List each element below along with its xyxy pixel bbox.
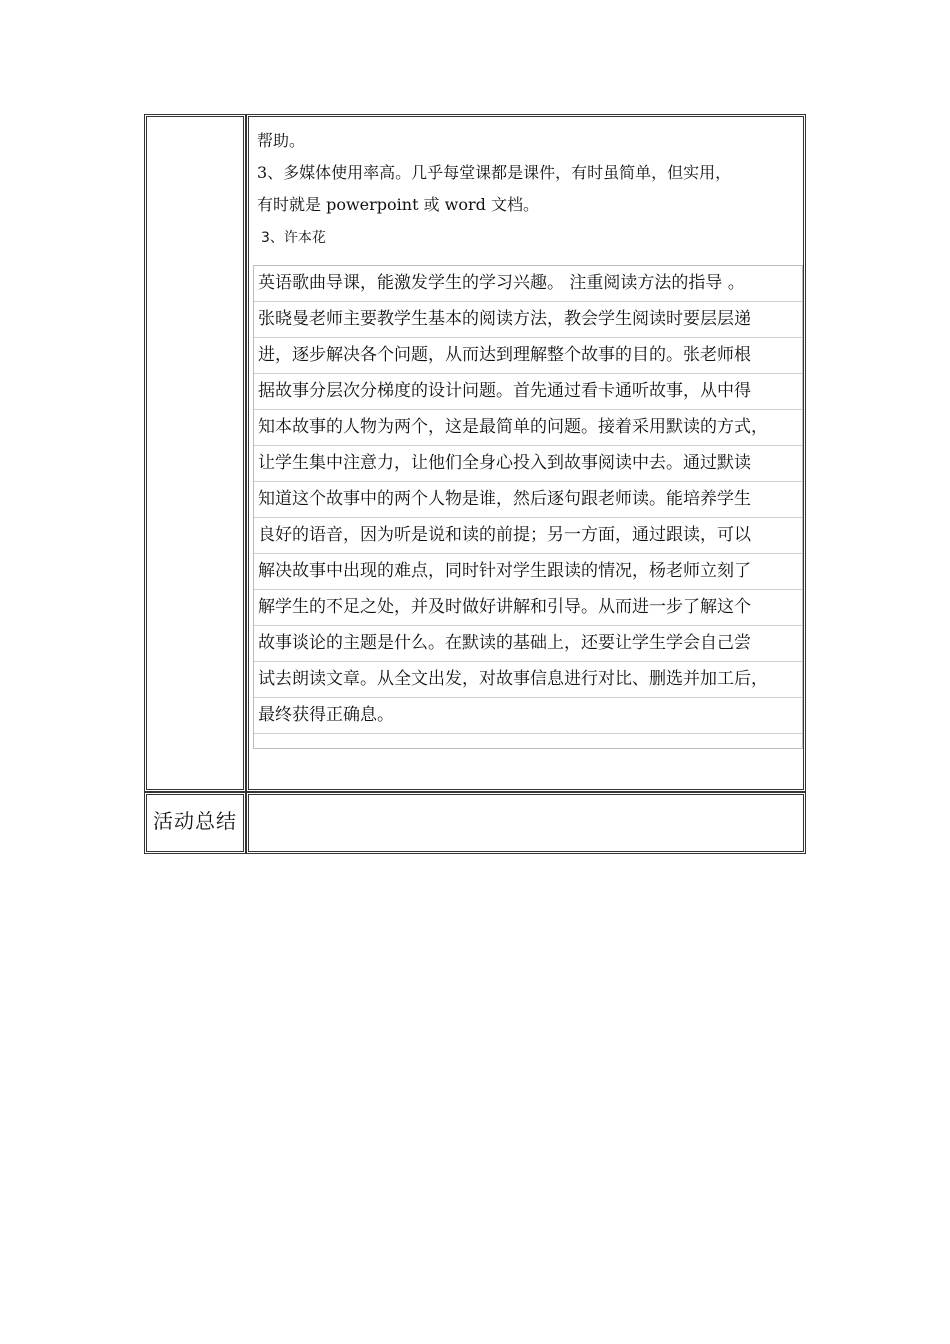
text-line: 有时就是 powerpoint 或 word 文档。 (257, 195, 539, 214)
paragraph-line: 良好的语音，因为听是说和读的前提；另一方面，通过跟读，可以 (254, 518, 802, 554)
activity-table (144, 114, 806, 854)
paragraph-line: 故事谈论的主题是什么。在默读的基础上，还要让学生学会自己尝 (254, 626, 802, 662)
paragraph-line: 英语歌曲导课，能激发学生的学习兴趣。 注重阅读方法的指导 。 (254, 266, 802, 302)
left-label-cell-top (144, 114, 246, 792)
paragraph-line: 张晓曼老师主要教学生基本的阅读方法，教会学生阅读时要层层递 (254, 302, 802, 338)
paragraph-line: 知道这个故事中的两个人物是谁，然后逐句跟老师读。能培养学生 (254, 482, 802, 518)
paragraph-box (253, 265, 803, 749)
content-cell-top (246, 114, 806, 792)
item-heading: 3、许本花 (261, 230, 326, 246)
text-line: 帮助。 (257, 131, 306, 150)
summary-label-cell (144, 792, 246, 854)
paragraph-line: 最终获得正确息。 (254, 698, 802, 734)
summary-content-cell (246, 792, 806, 854)
paragraph-line: 据故事分层次分梯度的设计问题。首先通过看卡通听故事，从中得 (254, 374, 802, 410)
summary-label: 活动总结 (153, 809, 237, 833)
paragraph-line: 解学生的不足之处，并及时做好讲解和引导。从而进一步了解这个 (254, 590, 802, 626)
paragraph-line: 让学生集中注意力，让他们全身心投入到故事阅读中去。通过默读 (254, 446, 802, 482)
paragraph-line: 解决故事中出现的难点，同时针对学生跟读的情况，杨老师立刻了 (254, 554, 802, 590)
paragraph-line: 知本故事的人物为两个，这是最简单的问题。接着采用默读的方式， (254, 410, 802, 446)
paragraph-line: 进，逐步解决各个问题，从而达到理解整个故事的目的。张老师根 (254, 338, 802, 374)
paragraph-line: 试去朗读文章。从全文出发，对故事信息进行对比、删选并加工后， (254, 662, 802, 698)
text-line: 3、多媒体使用率高。几乎每堂课都是课件，有时虽简单，但实用， (257, 163, 732, 182)
